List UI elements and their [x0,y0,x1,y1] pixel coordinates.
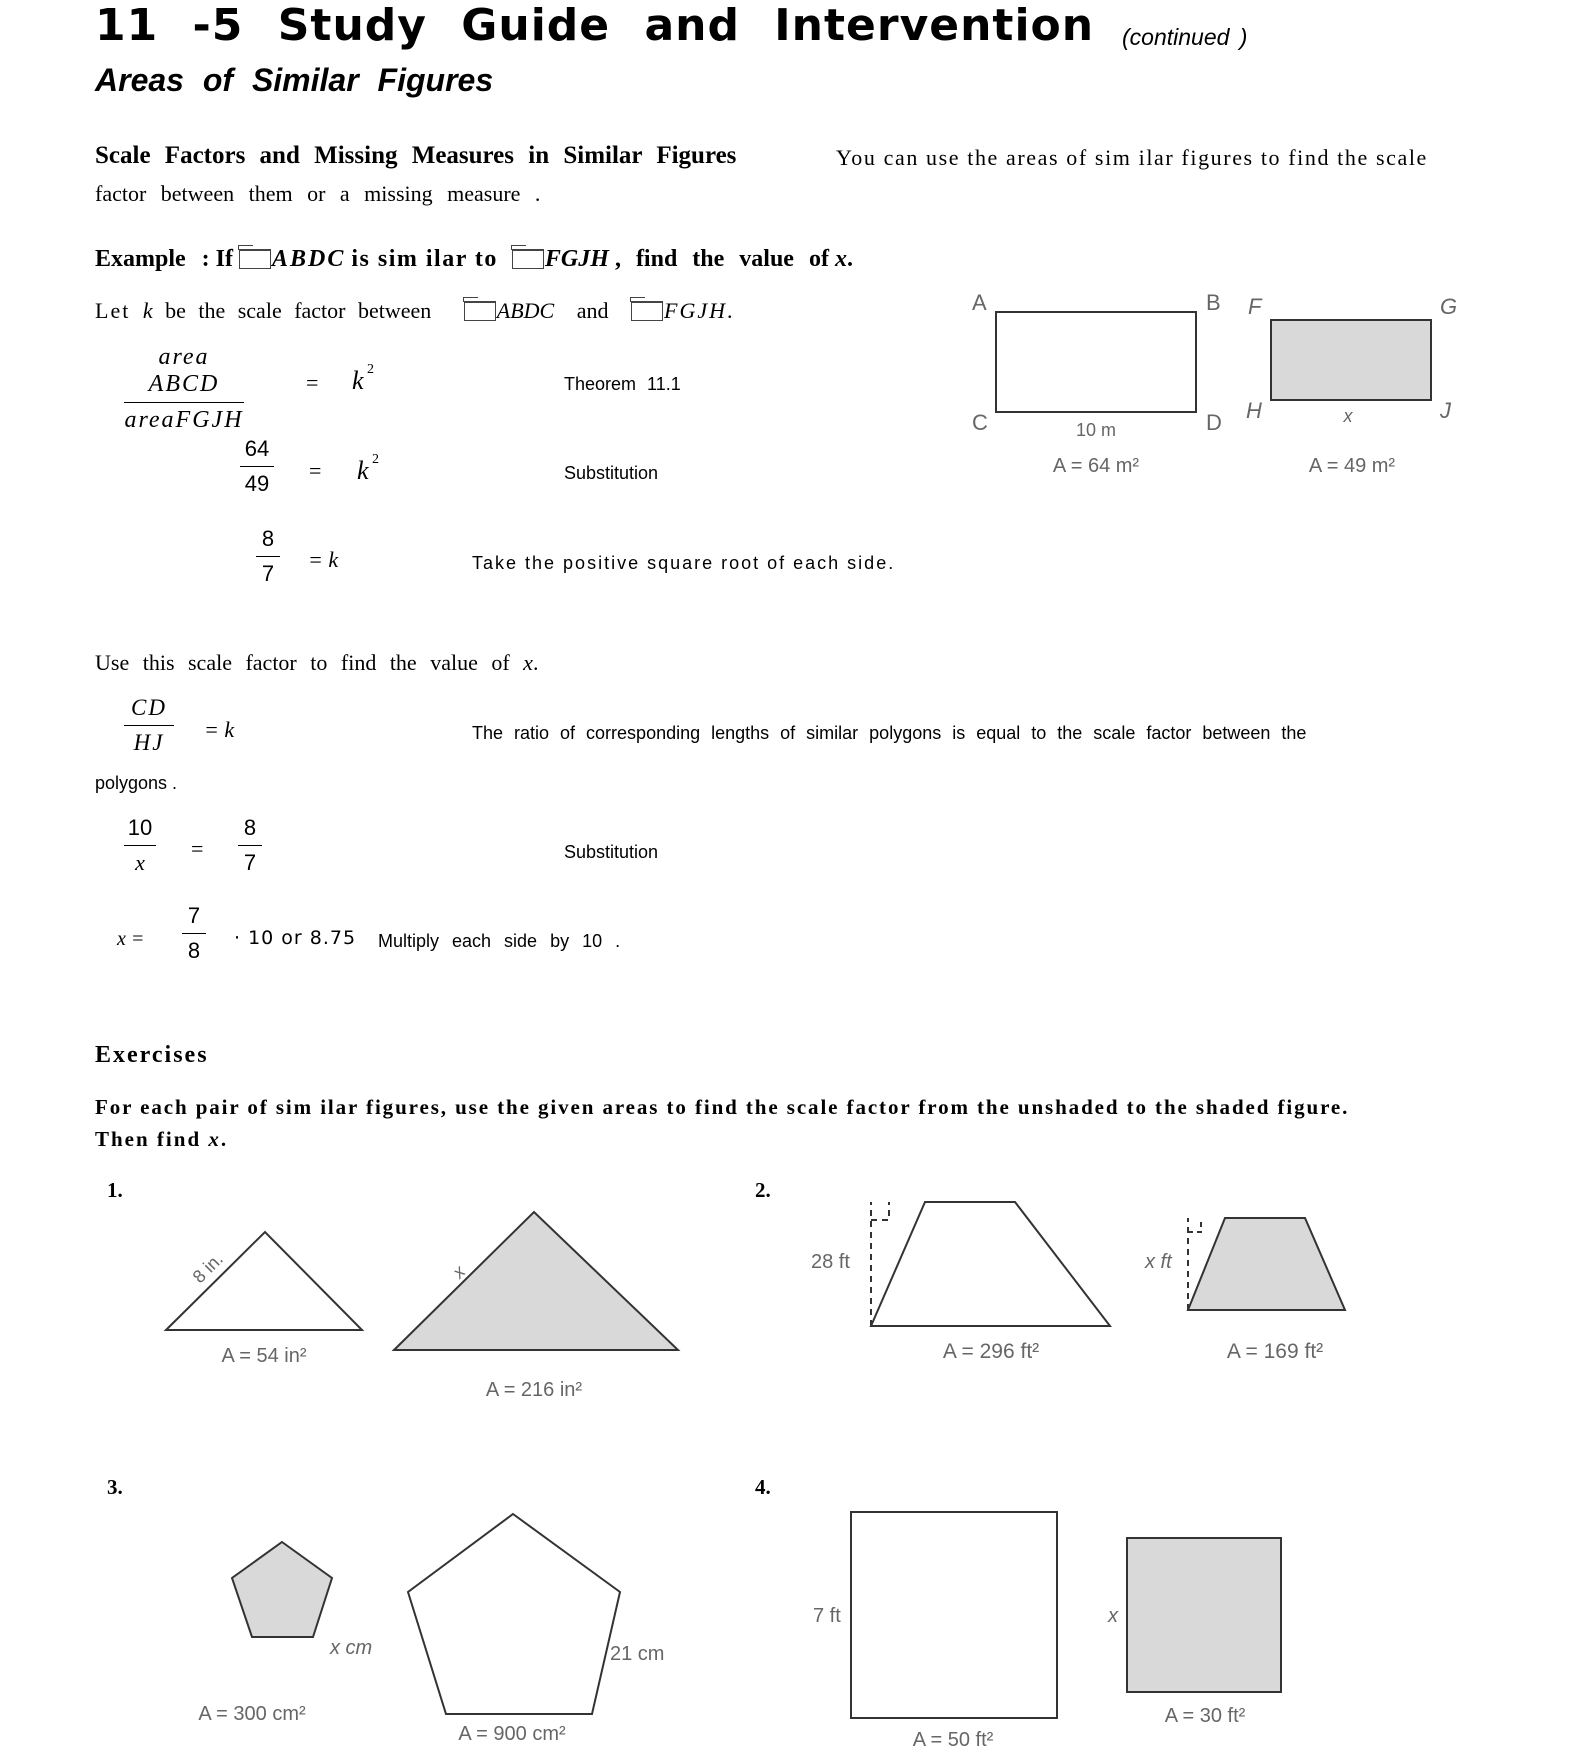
step3-numerator: 8 [261,526,275,551]
step4-reason-cont: polygons . [95,773,178,793]
example-label: Example [95,246,186,272]
area-label-b: A = 30 ft² [1164,1705,1246,1727]
let-k-line [95,298,733,324]
step6-denominator: 8 [187,938,201,963]
exercise-3-shapes [160,1500,680,1754]
rectangle-icon [631,301,663,321]
side-label-left: 10 m [1075,420,1117,440]
rectangle-icon [512,249,544,269]
rectangle-icon [239,249,271,269]
area-label-a: A = 296 ft² [942,1340,1040,1363]
area-label-a: A = 54 in² [221,1345,307,1367]
let-text: Let [95,298,131,323]
area-label-left: A = 64 m² [1052,455,1140,477]
example-statement [95,246,853,273]
exercise-1-figure [150,1200,690,1410]
trapezoid-unshaded [871,1202,1110,1326]
step3-fraction [256,526,280,587]
example-similar-to: is sim ilar to [351,246,498,272]
step6-numerator: 7 [187,903,201,928]
exercise-number: 3. [107,1475,123,1499]
step5-reason: Substitution [564,842,659,862]
area-label-b: A = 216 in² [485,1379,583,1401]
vertex-c: C [972,410,988,435]
instructions-x: x [208,1127,221,1151]
vertex-b: B [1206,290,1221,315]
exercise-number: 2. [755,1178,771,1202]
step3-reason: Take the positive square root of each side. [472,553,896,573]
step4-reason: The ratio of corresponding lengths of similar polygons is equal to the scale factor between the [472,723,1307,743]
rectangle-icon [464,301,496,321]
use-period: . [532,650,539,675]
side-label-b: x [448,1261,470,1283]
rectangle-abdc [996,312,1196,412]
side-label-b: x [1108,1605,1118,1627]
step2-denominator: 49 [244,471,270,496]
vertex-f: F [1248,294,1262,319]
area-label-b: A = 900 cm² [458,1723,566,1745]
side-label-right: x [1343,406,1353,426]
step1-fraction [124,344,244,434]
step4-fraction [124,695,174,756]
step1-equals: = [306,370,319,395]
exercises-instructions-2 [95,1127,228,1152]
example-x: x [834,246,847,272]
triangle-unshaded [166,1232,362,1330]
vertex-j: J [1440,398,1451,423]
let-mid-text: be the scale factor between [165,298,432,323]
let-fig2: FGJH [664,298,727,323]
example-fig2: FGJH [544,246,609,272]
exercise-4-figure [805,1500,1305,1754]
step2-reason: Substitution [564,463,659,483]
right-angle-mark [871,1202,889,1220]
step1-denominator: areaFGJH [124,407,244,433]
step5-right-fraction [238,815,262,876]
triangle-shaded [394,1212,678,1350]
intro-text-1: You can use the areas of sim ilar figures to find the scale [836,145,1428,170]
example-find: , find the value of [614,246,829,272]
exercises-instructions-1: For each pair of sim ilar figures, use the given areas to find the scale factor from the unshaded to the shaded figure. [95,1095,1350,1119]
page-subtitle: Areas of Similar Figures [95,62,494,98]
step6-reason: Multiply each side by 10 . [378,931,621,951]
step5-left-fraction [124,815,156,876]
use-line [95,650,538,676]
side-label-a: 28 ft [811,1251,850,1273]
trapezoid-shaded [1188,1218,1345,1310]
area-label-a: A = 300 cm² [198,1703,306,1725]
step5-right-numerator: 8 [243,815,257,840]
side-label-b: 21 cm [610,1643,665,1665]
let-period: . [727,298,733,323]
step5-equals: = [191,836,204,861]
step1-numerator: area ABCD [148,344,220,397]
intro-heading: Scale Factors and Missing Measures in Similar Figures [95,142,737,169]
step2-fraction [240,436,274,497]
step6-rhs: · 10 or 8.75 [234,927,357,949]
vertex-g: G [1440,294,1458,319]
exercise-number: 1. [107,1178,123,1202]
vertex-h: H [1246,398,1262,423]
step3-equals-k: = k [308,547,339,572]
vertex-a: A [972,290,987,315]
step4-denominator: HJ [133,730,165,755]
let-k-var: k [142,298,153,323]
step2-exponent: 2 [372,452,379,467]
let-and: and [576,298,609,323]
square-unshaded [851,1512,1057,1718]
step2-numerator: 64 [244,436,270,461]
vertex-d: D [1206,410,1222,435]
instructions-then-find: Then find [95,1127,202,1151]
side-label-b: x ft [1145,1251,1172,1273]
area-label-a: A = 50 ft² [912,1729,994,1751]
step1-k: k [352,366,364,395]
side-label-a: 7 ft [813,1605,841,1627]
example-period: . [846,246,853,272]
use-x: x [523,650,533,675]
right-angle-mark [1188,1218,1201,1232]
intro-text-2: factor between them or a missing measure . [95,181,541,206]
exercises-heading: Exercises [95,1042,209,1068]
step5-left-numerator: 10 [127,815,153,840]
side-label-a: x cm [330,1637,373,1659]
step4-numerator: CD [131,695,167,720]
side-label-a: 8 in. [188,1248,227,1287]
step5-left-denominator: x [135,850,145,875]
step1-reason: Theorem 11.1 [564,374,681,394]
step1-exponent: 2 [367,362,374,377]
step2-k: k [357,456,369,485]
step6-lhs: x = [117,928,145,950]
step4-equals-k: = k [204,717,235,742]
let-fig1: ABDC [496,298,555,323]
example-if: : If [201,246,233,272]
exercise-number: 4. [755,1475,771,1499]
example-figure [960,284,1460,484]
example-fig1: ABDC [272,246,346,272]
page-title: 11 -5 Study Guide and Intervention [95,0,1095,51]
use-text: Use this scale factor to find the value of [95,650,510,675]
instructions-period: . [220,1127,229,1151]
rectangle-fgjh [1271,320,1431,400]
step3-denominator: 7 [261,561,275,586]
area-label-b: A = 169 ft² [1226,1340,1324,1363]
area-label-right: A = 49 m² [1308,455,1396,477]
step2-equals: = [309,458,322,483]
exercise-2-figure [805,1190,1375,1370]
continued-label: (continued ) [1122,24,1248,50]
square-shaded [1127,1538,1281,1692]
step5-right-denominator: 7 [243,850,257,875]
step6-fraction [182,903,206,964]
